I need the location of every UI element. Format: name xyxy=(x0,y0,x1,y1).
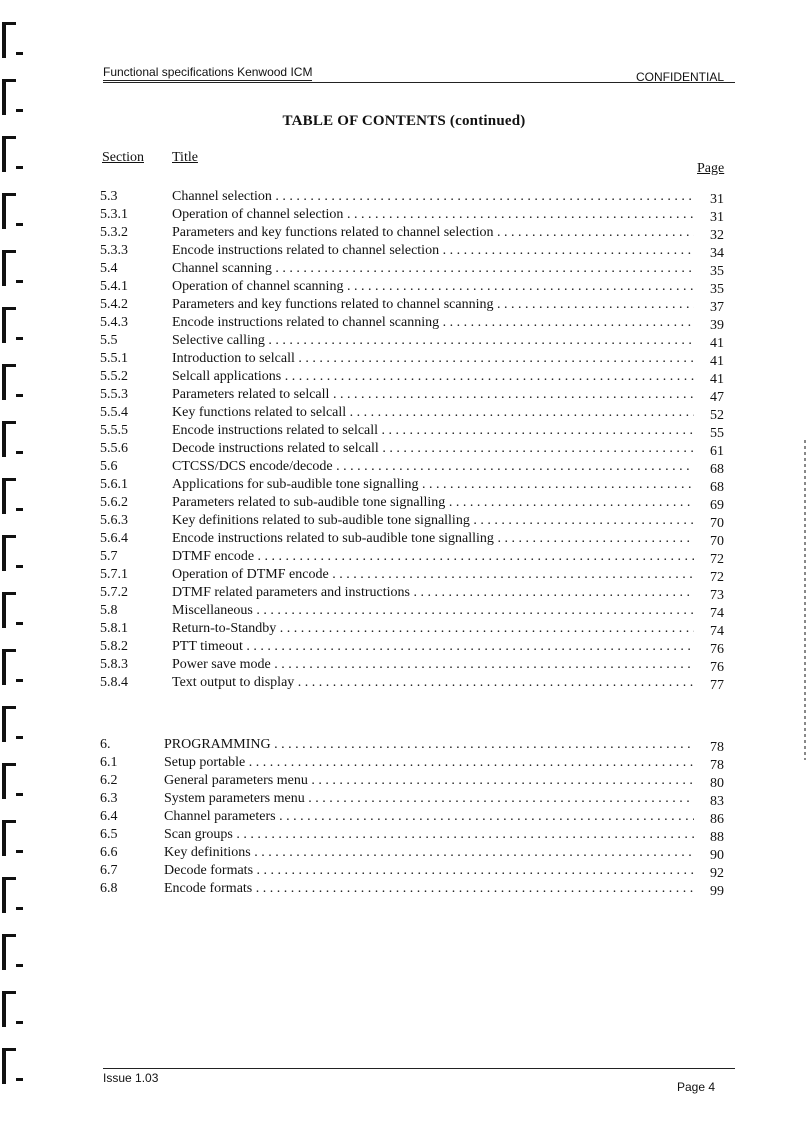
toc-entry[interactable] xyxy=(100,602,740,620)
toc-section-number: 5.4.3 xyxy=(100,315,128,330)
toc-section-number: 5.8.1 xyxy=(100,621,128,636)
toc-section-number: 5.3.3 xyxy=(100,243,128,258)
toc-entry[interactable] xyxy=(100,314,740,332)
toc-entry[interactable] xyxy=(100,880,740,898)
toc-entry[interactable] xyxy=(100,530,740,548)
toc-entry-title: Encode instructions related to sub-audible tone signalling . . . xyxy=(172,530,694,548)
toc-entry-title: Key definitions related to sub-audible tone signalling . . . xyxy=(172,512,694,530)
binder-ring-mark xyxy=(2,22,22,62)
toc-entry[interactable] xyxy=(100,826,740,844)
binder-ring-mark xyxy=(2,421,22,461)
toc-entry-title: Decode instructions related to selcall . . . xyxy=(172,440,694,458)
toc-page-number: 39 xyxy=(710,318,724,333)
binder-ring-mark xyxy=(2,193,22,233)
toc-section-number: 6.2 xyxy=(100,773,118,788)
toc-section-number: 5.3.1 xyxy=(100,207,128,222)
binder-ring-mark xyxy=(2,364,22,404)
toc-section-number: 5.5.3 xyxy=(100,387,128,402)
toc-page-number: 52 xyxy=(710,408,724,423)
toc-page-number: 70 xyxy=(710,534,724,549)
toc-entry-title: Key definitions . . . xyxy=(164,844,694,862)
toc-entry[interactable] xyxy=(100,440,740,458)
toc-page-number: 83 xyxy=(710,794,724,809)
toc-section-number: 5.4.2 xyxy=(100,297,128,312)
toc-entry[interactable] xyxy=(100,772,740,790)
toc-page-number: 80 xyxy=(710,776,724,791)
footer-divider xyxy=(103,1068,735,1069)
toc-entry[interactable] xyxy=(100,844,740,862)
toc-entry-title: Operation of DTMF encode . . . xyxy=(172,566,694,584)
binder-ring-mark xyxy=(2,478,22,518)
toc-page-number: 32 xyxy=(710,228,724,243)
toc-page-number: 31 xyxy=(710,210,724,225)
binder-ring-mark xyxy=(2,763,22,803)
toc-entry-title: Encode instructions related to channel selection . . . xyxy=(172,242,694,260)
page-number: Page 4 xyxy=(677,1080,716,1094)
toc-entry-title: DTMF related parameters and instructions . . . xyxy=(172,584,694,602)
toc-section-number: 5.3 xyxy=(100,189,118,204)
toc-entry-title: Text output to display . . . xyxy=(172,674,694,692)
toc-entry-title: DTMF encode . . . xyxy=(172,548,694,566)
toc-section-number: 6. xyxy=(100,737,111,752)
toc-section-number: 5.4 xyxy=(100,261,118,276)
toc-entry-title: Parameters and key functions related to channel scanning . . . xyxy=(172,296,694,314)
toc-entry-title: Parameters and key functions related to channel selection . . . xyxy=(172,224,694,242)
toc-entry-title: System parameters menu . . . xyxy=(164,790,694,808)
toc-section-number: 6.6 xyxy=(100,845,118,860)
toc-entry-title: Decode formats . . . xyxy=(164,862,694,880)
toc-entry-title: Applications for sub-audible tone signalling . . . xyxy=(172,476,694,494)
toc-page-number: 69 xyxy=(710,498,724,513)
toc-entry[interactable] xyxy=(100,674,740,692)
toc-section-number: 5.6 xyxy=(100,459,118,474)
toc-page-number: 73 xyxy=(710,588,724,603)
toc-page-number: 41 xyxy=(710,354,724,369)
toc-section-number: 5.5.4 xyxy=(100,405,128,420)
toc-entry-title: Miscellaneous . . . xyxy=(172,602,694,620)
binder-ring-mark xyxy=(2,1048,22,1088)
toc-section-number: 5.8.3 xyxy=(100,657,128,672)
toc-entry-title: Channel selection . . . xyxy=(172,188,694,206)
toc-section-number: 5.5.2 xyxy=(100,369,128,384)
toc-entry[interactable] xyxy=(100,656,740,674)
toc-entry-title: Parameters related to selcall . . . xyxy=(172,386,694,404)
toc-page-number: 77 xyxy=(710,678,724,693)
toc-page-number: 86 xyxy=(710,812,724,827)
toc-entry[interactable] xyxy=(100,386,740,404)
toc-page-number: 72 xyxy=(710,570,724,585)
binder-ring-mark xyxy=(2,877,22,917)
toc-page-number: 34 xyxy=(710,246,724,261)
page-title: TABLE OF CONTENTS (continued) xyxy=(282,113,526,129)
toc-page-number: 41 xyxy=(710,372,724,387)
toc-entry[interactable] xyxy=(100,494,740,512)
toc-entry-title: PTT timeout . . . xyxy=(172,638,694,656)
toc-entry[interactable] xyxy=(100,512,740,530)
toc-page-number: 78 xyxy=(710,740,724,755)
binder-ring-mark xyxy=(2,136,22,176)
toc-page-number: 47 xyxy=(710,390,724,405)
toc-entry[interactable] xyxy=(100,566,740,584)
toc-page-number: 35 xyxy=(710,264,724,279)
toc-entry[interactable] xyxy=(100,350,740,368)
toc-page-number: 92 xyxy=(710,866,724,881)
toc-section-number: 5.6.3 xyxy=(100,513,128,528)
toc-entry[interactable] xyxy=(100,476,740,494)
toc-page-number: 35 xyxy=(710,282,724,297)
toc-section-number: 5.7 xyxy=(100,549,118,564)
toc-page-number: 76 xyxy=(710,642,724,657)
toc-list-section-5 xyxy=(100,188,740,692)
column-header-page: Page xyxy=(697,161,725,176)
toc-page-number: 31 xyxy=(710,192,724,207)
toc-page-number: 88 xyxy=(710,830,724,845)
toc-page-number: 41 xyxy=(710,336,724,351)
toc-section-number: 6.7 xyxy=(100,863,118,878)
toc-entry[interactable] xyxy=(100,736,740,754)
toc-entry[interactable] xyxy=(100,242,740,260)
toc-entry-title: Operation of channel scanning . . . xyxy=(172,278,694,296)
column-header-section: Section xyxy=(102,150,144,165)
toc-entry[interactable] xyxy=(100,278,740,296)
toc-entry[interactable] xyxy=(100,422,740,440)
binder-ring-mark xyxy=(2,307,22,347)
toc-section-number: 6.1 xyxy=(100,755,118,770)
toc-entry[interactable] xyxy=(100,808,740,826)
toc-section-number: 5.7.1 xyxy=(100,567,128,582)
toc-page-number: 76 xyxy=(710,660,724,675)
toc-page-number: 37 xyxy=(710,300,724,315)
toc-page-number: 78 xyxy=(710,758,724,773)
toc-entry[interactable] xyxy=(100,862,740,880)
toc-page-number: 72 xyxy=(710,552,724,567)
toc-entry[interactable] xyxy=(100,188,740,206)
binder-holes xyxy=(0,0,30,1122)
toc-entry-title: Return-to-Standby . . . xyxy=(172,620,694,638)
toc-entry[interactable] xyxy=(100,368,740,386)
toc-section-number: 5.4.1 xyxy=(100,279,128,294)
toc-entry[interactable] xyxy=(100,620,740,638)
toc-section-number: 5.5.5 xyxy=(100,423,128,438)
toc-entry-title: PROGRAMMING . . . xyxy=(164,736,694,754)
toc-entry-title: Parameters related to sub-audible tone signalling . . . xyxy=(172,494,694,512)
toc-entry-title: Encode instructions related to selcall . . . xyxy=(172,422,694,440)
toc-entry-title: Setup portable . . . xyxy=(164,754,694,772)
toc-entry[interactable] xyxy=(100,548,740,566)
toc-entry[interactable] xyxy=(100,260,740,278)
toc-entry[interactable] xyxy=(100,404,740,422)
toc-section-number: 5.7.2 xyxy=(100,585,128,600)
binder-ring-mark xyxy=(2,991,22,1031)
toc-section-number: 5.6.4 xyxy=(100,531,128,546)
toc-entry-title: Encode instructions related to channel scanning . . . xyxy=(172,314,694,332)
toc-entry[interactable] xyxy=(100,296,740,314)
scan-edge-artifact xyxy=(804,440,806,760)
toc-entry[interactable] xyxy=(100,584,740,602)
toc-page-number: 90 xyxy=(710,848,724,863)
toc-entry-title: Introduction to selcall . . . xyxy=(172,350,694,368)
toc-entry-title: Operation of channel selection . . . xyxy=(172,206,694,224)
toc-section-number: 6.4 xyxy=(100,809,118,824)
toc-entry[interactable] xyxy=(100,458,740,476)
toc-page-number: 74 xyxy=(710,624,724,639)
toc-section-number: 5.5.6 xyxy=(100,441,128,456)
toc-entry[interactable] xyxy=(100,638,740,656)
toc-entry-title: Selective calling . . . xyxy=(172,332,694,350)
binder-ring-mark xyxy=(2,592,22,632)
toc-section-number: 5.8.4 xyxy=(100,675,128,690)
toc-entry-title: General parameters menu . . . xyxy=(164,772,694,790)
toc-entry-title: Key functions related to selcall . . . xyxy=(172,404,694,422)
toc-entry-title: Scan groups . . . xyxy=(164,826,694,844)
toc-entry-title: Power save mode . . . xyxy=(172,656,694,674)
toc-section-number: 5.3.2 xyxy=(100,225,128,240)
binder-ring-mark xyxy=(2,820,22,860)
column-header-title: Title xyxy=(172,150,198,165)
toc-entry-title: Channel scanning . . . xyxy=(172,260,694,278)
toc-entry[interactable] xyxy=(100,790,740,808)
toc-entry-title: Encode formats . . . xyxy=(164,880,694,898)
binder-ring-mark xyxy=(2,706,22,746)
toc-section-number: 5.5.1 xyxy=(100,351,128,366)
binder-ring-mark xyxy=(2,934,22,974)
toc-entry[interactable] xyxy=(100,224,740,242)
toc-page-number: 99 xyxy=(710,884,724,899)
toc-page-number: 68 xyxy=(710,462,724,477)
toc-section-number: 5.5 xyxy=(100,333,118,348)
document-header-title: Functional specifications Kenwood ICM xyxy=(103,65,313,79)
toc-section-number: 5.8 xyxy=(100,603,118,618)
toc-entry-title: CTCSS/DCS encode/decode . . . xyxy=(172,458,694,476)
binder-ring-mark xyxy=(2,535,22,575)
toc-section-number: 6.8 xyxy=(100,881,118,896)
toc-list-section-6 xyxy=(100,736,740,898)
binder-ring-mark xyxy=(2,250,22,290)
toc-page-number: 74 xyxy=(710,606,724,621)
toc-entry-title: Selcall applications . . . xyxy=(172,368,694,386)
toc-entry-title: Channel parameters . . . xyxy=(164,808,694,826)
confidential-label: CONFIDENTIAL xyxy=(636,70,725,84)
toc-entry[interactable] xyxy=(100,754,740,772)
toc-page-number: 68 xyxy=(710,480,724,495)
binder-ring-mark xyxy=(2,649,22,689)
toc-section-number: 6.5 xyxy=(100,827,118,842)
issue-label: Issue 1.03 xyxy=(103,1071,159,1085)
toc-section-number: 5.6.1 xyxy=(100,477,128,492)
toc-entry[interactable] xyxy=(100,332,740,350)
toc-page-number: 70 xyxy=(710,516,724,531)
toc-section-number: 5.8.2 xyxy=(100,639,128,654)
toc-section-number: 6.3 xyxy=(100,791,118,806)
toc-page-number: 55 xyxy=(710,426,724,441)
toc-page-number: 61 xyxy=(710,444,724,459)
toc-entry[interactable] xyxy=(100,206,740,224)
toc-section-number: 5.6.2 xyxy=(100,495,128,510)
